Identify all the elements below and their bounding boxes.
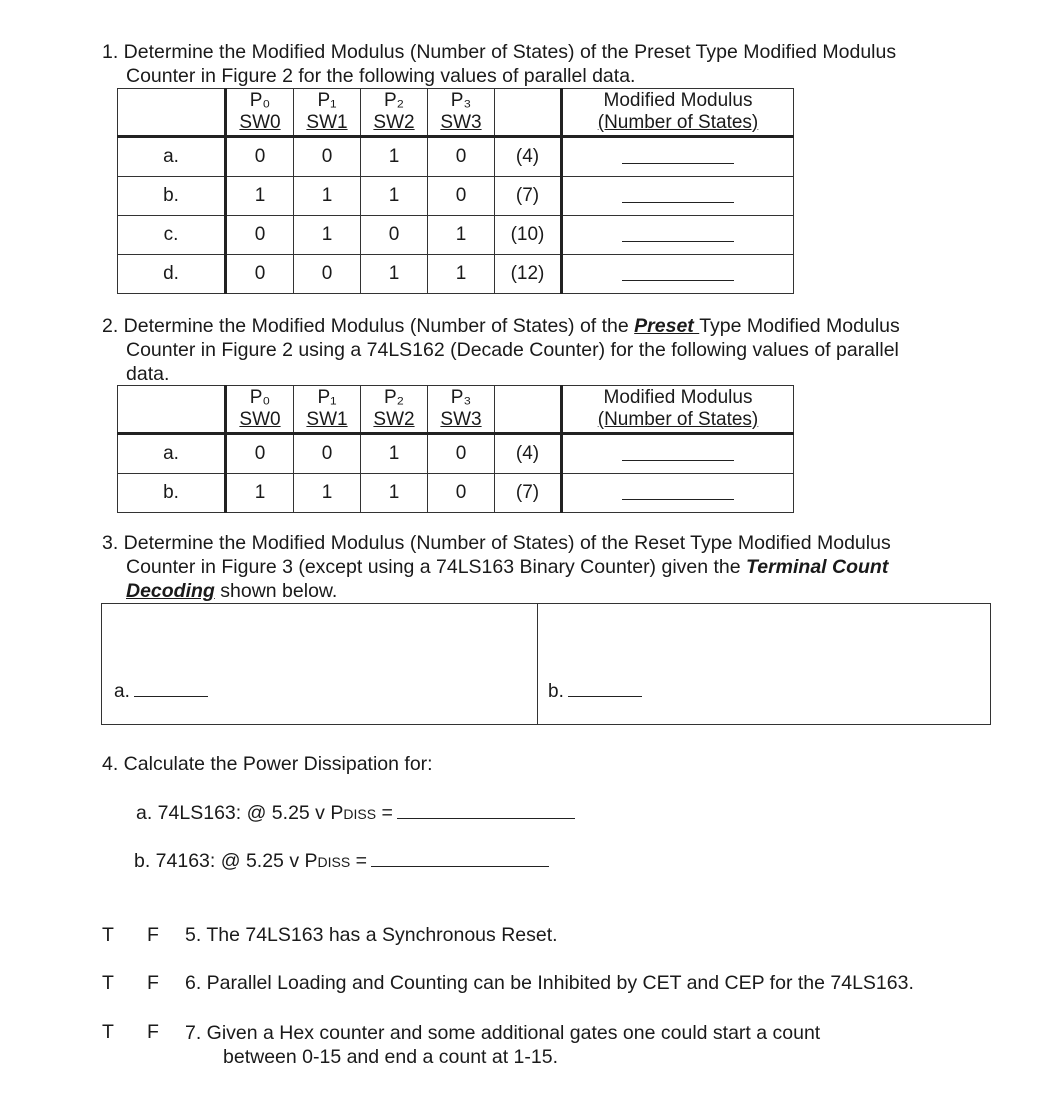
q2-line1: 2. Determine the Modified Modulus (Number of States) of the Preset Type Modified Modulus	[102, 315, 900, 337]
header-empty	[118, 89, 226, 137]
cell-value: (7)	[495, 177, 562, 216]
tf-t-7[interactable]: T	[102, 1021, 114, 1043]
cell-p3: 0	[428, 137, 495, 177]
row-label: c.	[118, 216, 226, 255]
cell-p1: 1	[294, 216, 361, 255]
question-4-title: 4. Calculate the Power Dissipation for:	[102, 753, 433, 775]
q4-answer-b[interactable]: b. 74163: @ 5.25 v PDISS =	[134, 850, 549, 873]
cell-p3: 0	[428, 474, 495, 513]
answer-blank[interactable]	[562, 474, 794, 513]
cell-p1: 1	[294, 177, 361, 216]
cell-p2: 1	[361, 434, 428, 474]
tf-f-5[interactable]: F	[147, 924, 159, 946]
cell-p1: 0	[294, 434, 361, 474]
q2-line3: data.	[126, 363, 170, 385]
cell-value: (4)	[495, 137, 562, 177]
table-1	[117, 88, 794, 294]
header-value	[495, 89, 562, 137]
header-p1: P₁ SW1	[294, 89, 361, 137]
cell-p2: 1	[361, 474, 428, 513]
cell-p2: 1	[361, 137, 428, 177]
header-value	[495, 386, 562, 434]
box-divider	[537, 604, 538, 724]
cell-value: (7)	[495, 474, 562, 513]
q3-line1: 3. Determine the Modified Modulus (Number of States) of the Reset Type Modified Modulus	[102, 532, 891, 554]
header-p3: P₃ SW3	[428, 89, 495, 137]
cell-value: (10)	[495, 216, 562, 255]
cell-p0: 0	[226, 255, 294, 294]
header-p2: P₂ SW2	[361, 386, 428, 434]
q1-line2: Counter in Figure 2 for the following values of parallel data.	[126, 65, 636, 87]
cell-p3: 0	[428, 434, 495, 474]
answer-blank[interactable]	[562, 216, 794, 255]
table-row	[118, 137, 794, 177]
question-3-text	[102, 531, 891, 603]
cell-p3: 1	[428, 216, 495, 255]
answer-blank[interactable]	[562, 137, 794, 177]
answer-blank[interactable]	[562, 255, 794, 294]
cell-p3: 1	[428, 255, 495, 294]
question-6-text: 6. Parallel Loading and Counting can be Inhibited by CET and CEP for the 74LS163.	[185, 972, 914, 994]
tf-f-7[interactable]: F	[147, 1021, 159, 1043]
table-1-header	[118, 89, 794, 137]
row-label: b.	[118, 474, 226, 513]
table-2-header	[118, 386, 794, 434]
tf-f-6[interactable]: F	[147, 972, 159, 994]
cell-p2: 0	[361, 216, 428, 255]
header-p0: P₀ SW0	[226, 89, 294, 137]
tf-t-5[interactable]: T	[102, 924, 114, 946]
header-empty	[118, 386, 226, 434]
question-7-text: 7. Given a Hex counter and some additional gates one could start a count between 0-15 and end a count at 1-15.	[185, 1022, 821, 1068]
table-row	[118, 255, 794, 294]
header-modulus: Modified Modulus (Number of States)	[562, 89, 794, 137]
row-label: b.	[118, 177, 226, 216]
q1-line1: 1. Determine the Modified Modulus (Number of States) of the Preset Type Modified Modulus	[102, 41, 897, 63]
answer-blank[interactable]	[562, 434, 794, 474]
question-5-text: 5. The 74LS163 has a Synchronous Reset.	[185, 924, 558, 946]
cell-p0: 0	[226, 137, 294, 177]
q3-line2: Counter in Figure 3 (except using a 74LS163 Binary Counter) given the Terminal Count	[126, 556, 889, 578]
q4-answer-a[interactable]: a. 74LS163: @ 5.25 v PDISS =	[136, 802, 575, 825]
answer-a[interactable]: a.	[114, 681, 208, 703]
cell-p1: 0	[294, 255, 361, 294]
terminal-count-box	[101, 603, 991, 725]
cell-p0: 1	[226, 177, 294, 216]
table-row	[118, 434, 794, 474]
row-label: d.	[118, 255, 226, 294]
header-p1: P₁ SW1	[294, 386, 361, 434]
question-2-text	[102, 314, 900, 386]
tf-t-6[interactable]: T	[102, 972, 114, 994]
cell-p1: 1	[294, 474, 361, 513]
header-p2: P₂ SW2	[361, 89, 428, 137]
table-2	[117, 385, 794, 513]
row-label: a.	[118, 137, 226, 177]
question-1-text	[102, 40, 896, 88]
cell-p0: 0	[226, 216, 294, 255]
table-row	[118, 177, 794, 216]
header-p0: P₀ SW0	[226, 386, 294, 434]
table-row	[118, 474, 794, 513]
header-p3: P₃ SW3	[428, 386, 495, 434]
q3-line3: Decoding shown below.	[126, 580, 338, 602]
cell-p2: 1	[361, 177, 428, 216]
cell-value: (4)	[495, 434, 562, 474]
cell-p0: 0	[226, 434, 294, 474]
row-label: a.	[118, 434, 226, 474]
q2-line2: Counter in Figure 2 using a 74LS162 (Decade Counter) for the following values of parallel	[126, 339, 899, 361]
answer-b[interactable]: b.	[548, 681, 642, 703]
cell-p1: 0	[294, 137, 361, 177]
table-row	[118, 216, 794, 255]
header-modulus: Modified Modulus (Number of States)	[562, 386, 794, 434]
answer-blank[interactable]	[562, 177, 794, 216]
cell-p3: 0	[428, 177, 495, 216]
cell-p2: 1	[361, 255, 428, 294]
cell-value: (12)	[495, 255, 562, 294]
cell-p0: 1	[226, 474, 294, 513]
